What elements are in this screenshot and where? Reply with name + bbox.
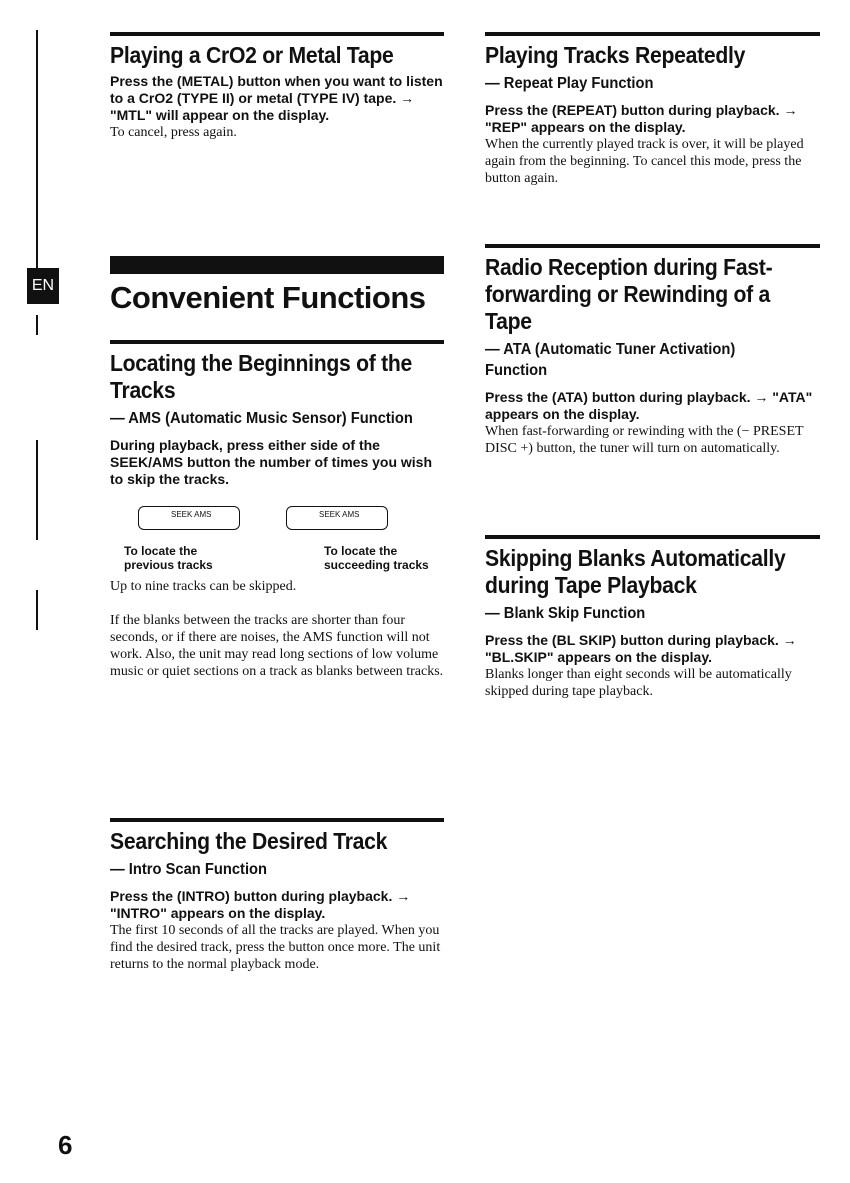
page-edge-line xyxy=(36,440,38,540)
section-cro2 xyxy=(110,32,444,141)
caption-succeeding: To locate the succeeding tracks xyxy=(324,544,429,572)
section-title: Locating the Beginnings of the Tracks xyxy=(110,350,413,403)
section-rule xyxy=(110,340,444,344)
seek-button-right-illustration xyxy=(286,506,388,530)
section-rule xyxy=(110,818,444,822)
page-edge-line xyxy=(36,590,38,630)
body-text: When fast-forwarding or rewinding with the (− PRESET DISC +) button, the tuner will turn on automatically. xyxy=(485,424,804,456)
seek-button-left-illustration xyxy=(138,506,240,530)
body-text: Up to nine tracks can be skipped. xyxy=(110,579,297,594)
section-intro xyxy=(110,818,444,973)
section-rule xyxy=(110,32,444,36)
section-rule xyxy=(485,535,820,539)
section-rule xyxy=(485,244,820,248)
section-title: Playing Tracks Repeatedly xyxy=(485,42,746,68)
section-ams xyxy=(110,340,444,680)
section-title: Skipping Blanks Automatically during Tape Playback xyxy=(485,545,786,598)
body-text: The first 10 seconds of all the tracks are played. When you find the desired track, press the button once more. The unit returns to the normal playback mode. xyxy=(110,923,441,972)
page-number: 6 xyxy=(58,1130,73,1160)
section-subtitle: — ATA (Automatic Tuner Activation) Function xyxy=(485,341,736,379)
section-rule xyxy=(485,32,820,36)
chapter-title: Convenient Functions xyxy=(110,280,426,315)
language-tab: EN xyxy=(27,268,59,304)
section-title: Radio Reception during Fast-forwarding or Rewinding of a Tape xyxy=(485,254,773,334)
instruction: During playback, press either side of the SEEK/AMS button the number of times you wish to skip the tracks. xyxy=(110,437,433,487)
section-title: Playing a CrO2 or Metal Tape xyxy=(110,42,394,68)
caption-previous: To locate the previous tracks xyxy=(124,544,213,572)
section-repeat xyxy=(485,32,820,187)
instruction: Press the (REPEAT) button during playback. → "REP" appears on the display. xyxy=(485,102,798,135)
section-subtitle: — AMS (Automatic Music Sensor) Function xyxy=(110,410,413,427)
instruction: Press the (INTRO) button during playback. → "INTRO" appears on the display. xyxy=(110,888,411,921)
section-convenient xyxy=(110,256,444,316)
instruction: Press the (METAL) button when you want to listen to a CrO2 (TYPE II) or metal (TYPE IV) tape. → "MTL" will appear on the display. xyxy=(110,73,443,123)
body-text: To cancel, press again. xyxy=(110,125,237,140)
body-text: Blanks longer than eight seconds will be automatically skipped during tape playback. xyxy=(485,667,792,699)
section-subtitle: — Repeat Play Function xyxy=(485,75,654,92)
heading-bar xyxy=(110,256,444,274)
section-subtitle: — Blank Skip Function xyxy=(485,605,646,622)
seek-diagram xyxy=(110,498,444,578)
seek-button-label: SEEK AMS xyxy=(171,510,212,519)
body-text: When the currently played track is over, it will be played again from the beginning. To cancel this mode, press the button again. xyxy=(485,137,804,186)
page-edge-line xyxy=(36,315,38,335)
section-subtitle: — Intro Scan Function xyxy=(110,861,268,878)
section-title: Searching the Desired Track xyxy=(110,828,388,854)
body-text: If the blanks between the tracks are shorter than four seconds, or if there are noises, the AMS function will not work. Also, the unit may read long sections of low volume music or quiet sections on a track as blanks between tracks. xyxy=(110,613,444,679)
instruction: Press the (ATA) button during playback. → "ATA" appears on the display. xyxy=(485,389,813,422)
page-edge-line xyxy=(36,30,38,290)
instruction: Press the (BL SKIP) button during playback. → "BL.SKIP" appears on the display. xyxy=(485,632,797,665)
seek-button-label: SEEK AMS xyxy=(319,510,360,519)
section-ata xyxy=(485,244,820,457)
section-blank-skip xyxy=(485,535,820,700)
